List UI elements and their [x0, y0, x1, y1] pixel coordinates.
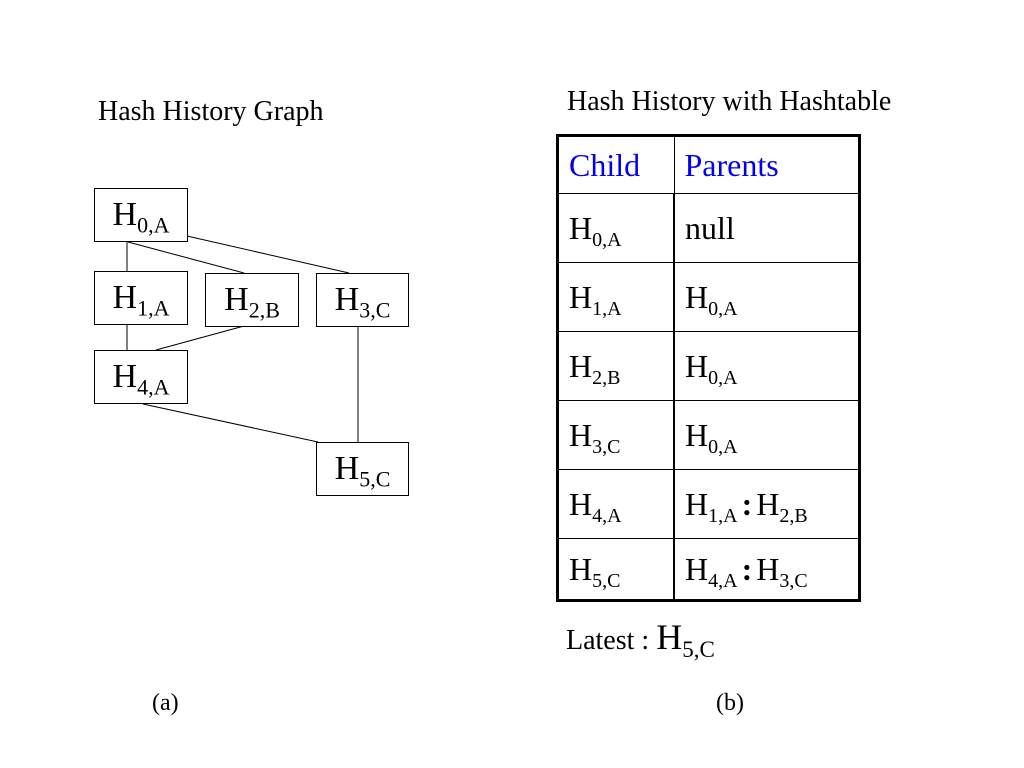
child-cell: $H_{0,A}$ [558, 194, 675, 263]
child-cell: $H_{4,A}$ [558, 470, 675, 539]
table-row [558, 332, 860, 401]
node-h2b: $H_{2,B}$ [205, 273, 299, 327]
child-cell: $H_{3,C}$ [558, 401, 675, 470]
latest-value: $H_{5,C}$ [656, 617, 715, 663]
parents-cell: $H_{4,A}$ : $H_{3,C}$ [674, 539, 860, 601]
node-h5c: $H_{5,C}$ [316, 442, 409, 496]
edge-h2b-h4a [156, 326, 244, 350]
latest-line [566, 616, 715, 663]
parents-cell: $H_{0,A}$ [674, 401, 860, 470]
graph-caption: Hash History Graph [98, 96, 324, 127]
parent-separator: : [741, 485, 753, 522]
table-label: (b) [716, 690, 744, 716]
table-row [558, 263, 860, 332]
hash-table [556, 134, 861, 602]
header-child: Child [558, 136, 675, 194]
table-row [558, 539, 860, 601]
parents-cell: null [674, 194, 860, 263]
table-caption: Hash History with Hashtable [567, 86, 892, 117]
header-parents: Parents [674, 136, 860, 194]
child-cell: $H_{5,C}$ [558, 539, 675, 601]
node-h4a: $H_{4,A}$ [94, 350, 188, 404]
node-h0a: $H_{0,A}$ [94, 188, 188, 242]
parents-cell: $H_{0,A}$ [674, 332, 860, 401]
edge-h0a-h2b [128, 242, 244, 273]
table-row [558, 401, 860, 470]
edge-h4a-h5c [143, 404, 318, 442]
latest-label: Latest : [566, 625, 650, 656]
graph-label: (a) [152, 690, 179, 716]
child-cell: $H_{2,B}$ [558, 332, 675, 401]
table-row [558, 470, 860, 539]
node-h1a: $H_{1,A}$ [94, 271, 188, 325]
table-row [558, 194, 860, 263]
parents-cell: $H_{0,A}$ [674, 263, 860, 332]
parent-separator: : [741, 550, 753, 587]
edge-h0a-h3c [187, 236, 349, 273]
parents-cell: $H_{1,A}$ : $H_{2,B}$ [674, 470, 860, 539]
child-cell: $H_{1,A}$ [558, 263, 675, 332]
node-h3c: $H_{3,C}$ [316, 273, 409, 327]
table-header-row [558, 136, 860, 194]
